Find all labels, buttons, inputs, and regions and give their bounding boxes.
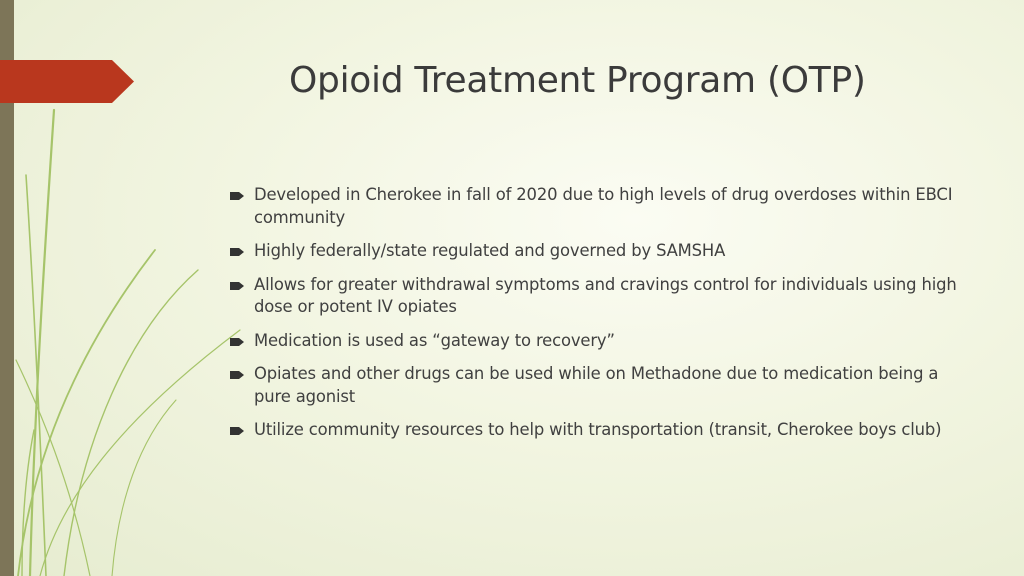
- bullet-item: [230, 330, 970, 353]
- bullet-text: Medication is used as “gateway to recovery”: [254, 330, 615, 350]
- bullet-item: [230, 419, 970, 442]
- bullet-item: [230, 184, 970, 229]
- arrowhead-bullet-icon: [230, 338, 244, 346]
- arrowhead-bullet-icon: [230, 371, 244, 379]
- slide-title: Opioid Treatment Program (OTP): [289, 60, 866, 101]
- bullet-text: Opiates and other drugs can be used while on Methadone due to medication being a pure agonist: [254, 364, 939, 406]
- bullet-text: Utilize community resources to help with transportation (transit, Cherokee boys club): [254, 420, 942, 439]
- bullet-text: Highly federally/state regulated and governed by SAMSHA: [254, 241, 726, 260]
- bullet-text: Developed in Cherokee in fall of 2020 due to high levels of drug overdoses within EBCI community: [254, 185, 953, 227]
- bullet-item: [230, 240, 970, 263]
- arrowhead-bullet-icon: [230, 192, 244, 200]
- bullet-item: [230, 274, 970, 319]
- arrowhead-bullet-icon: [230, 248, 244, 256]
- bullet-list: [230, 184, 970, 453]
- arrowhead-bullet-icon: [230, 282, 244, 290]
- title-arrow-banner: [0, 60, 134, 103]
- bullet-item: [230, 363, 970, 408]
- bullet-text: Allows for greater withdrawal symptoms and cravings control for individuals using high dose or potent IV opiates: [254, 274, 957, 316]
- arrowhead-bullet-icon: [230, 427, 244, 435]
